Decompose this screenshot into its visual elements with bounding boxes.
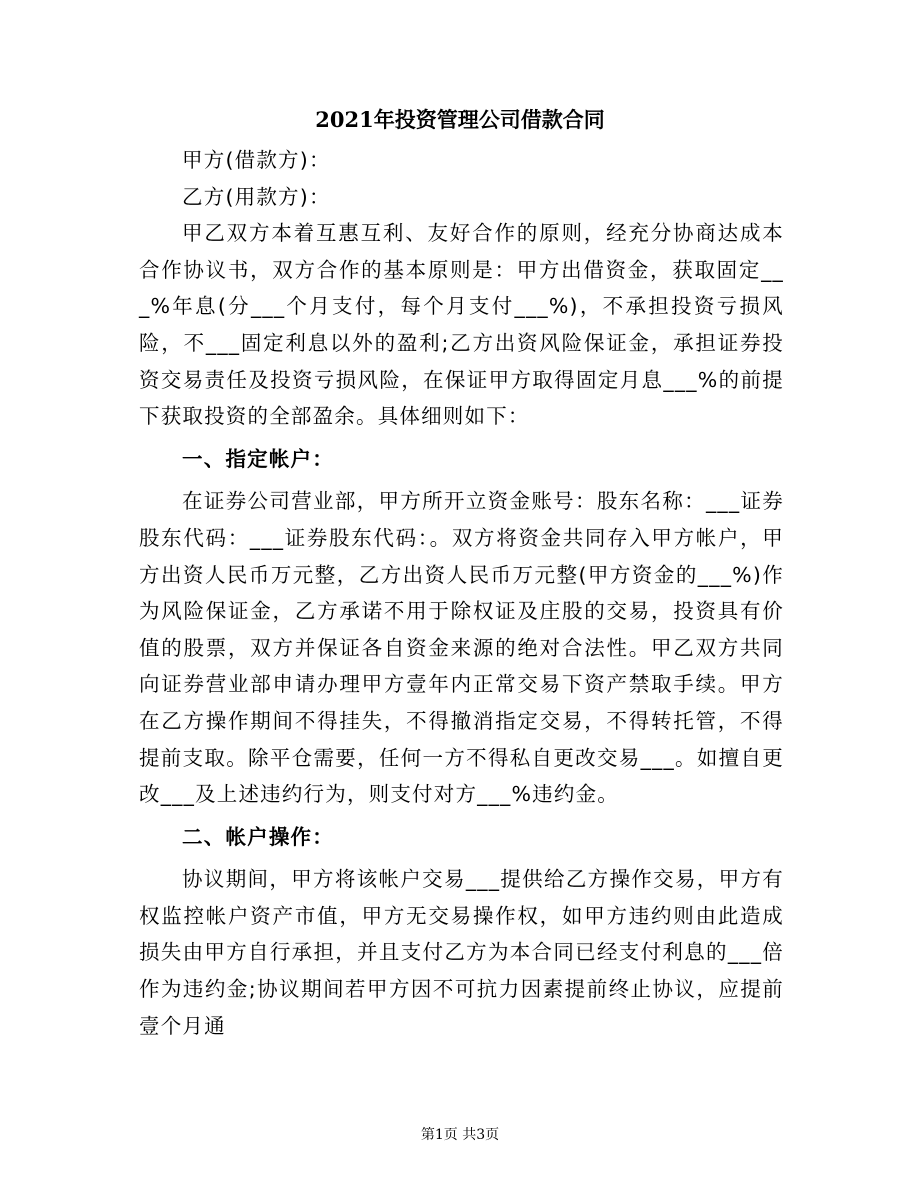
section-1-paragraph: 在证券公司营业部，甲方所开立资金账号：股东名称：___证券股东代码：___证券股东代码：。双方将资金共同存入甲方帐户，甲方出资人民币万元整，乙方出资人民币万元整(甲方资金的___%)作为风险保证金，乙方承诺不用于除权证及庄股的交易，投资具有价值的股票，双方并保证各自资金来源的绝对合法性。甲乙双方共同向证券营业部申请办理甲方壹年内正常交易下资产禁取手续。甲方在乙方操作期间不得挂失，不得撤消指定交易，不得转托管，不得提前支取。除平仓需要，任何一方不得私自更改交易___。如擅自更改___及上述违约行为，则支付对方___%违约金。 bbox=[139, 489, 784, 807]
intro-paragraph: 甲乙双方本着互惠互利、友好合作的原则，经充分协商达成本合作协议书，双方合作的基本原则是：甲方出借资金，获取固定___%年息(分___个月支付，每个月支付___%)，不承担投资亏损风险，不___固定利息以外的盈利;乙方出资风险保证金，承担证券投资交易责任及投资亏损风险，在保证甲方取得固定月息___%的前提下获取投资的全部盈余。具体细则如下： bbox=[139, 221, 784, 429]
section-2-heading: 二、帐户操作： bbox=[182, 824, 334, 849]
document-body bbox=[139, 142, 784, 1044]
document-title: 2021年投资管理公司借款合同 bbox=[315, 107, 605, 132]
party-b-line: 乙方(用款方)： bbox=[182, 184, 331, 209]
section-1-heading: 一、指定帐户： bbox=[182, 446, 334, 471]
page-number-footer: 第1页 共3页 bbox=[420, 1127, 500, 1143]
section-2-paragraph: 协议期间，甲方将该帐户交易___提供给乙方操作交易，甲方有权监控帐户资产市值，甲方无交易操作权，如甲方违约则由此造成损失由甲方自行承担，并且支付乙方为本合同已经支付利息的___倍作为违约金;协议期间若甲方因不可抗力因素提前终止协议，应提前壹个月通 bbox=[139, 867, 784, 1038]
party-a-line: 甲方(借款方)： bbox=[182, 148, 331, 172]
